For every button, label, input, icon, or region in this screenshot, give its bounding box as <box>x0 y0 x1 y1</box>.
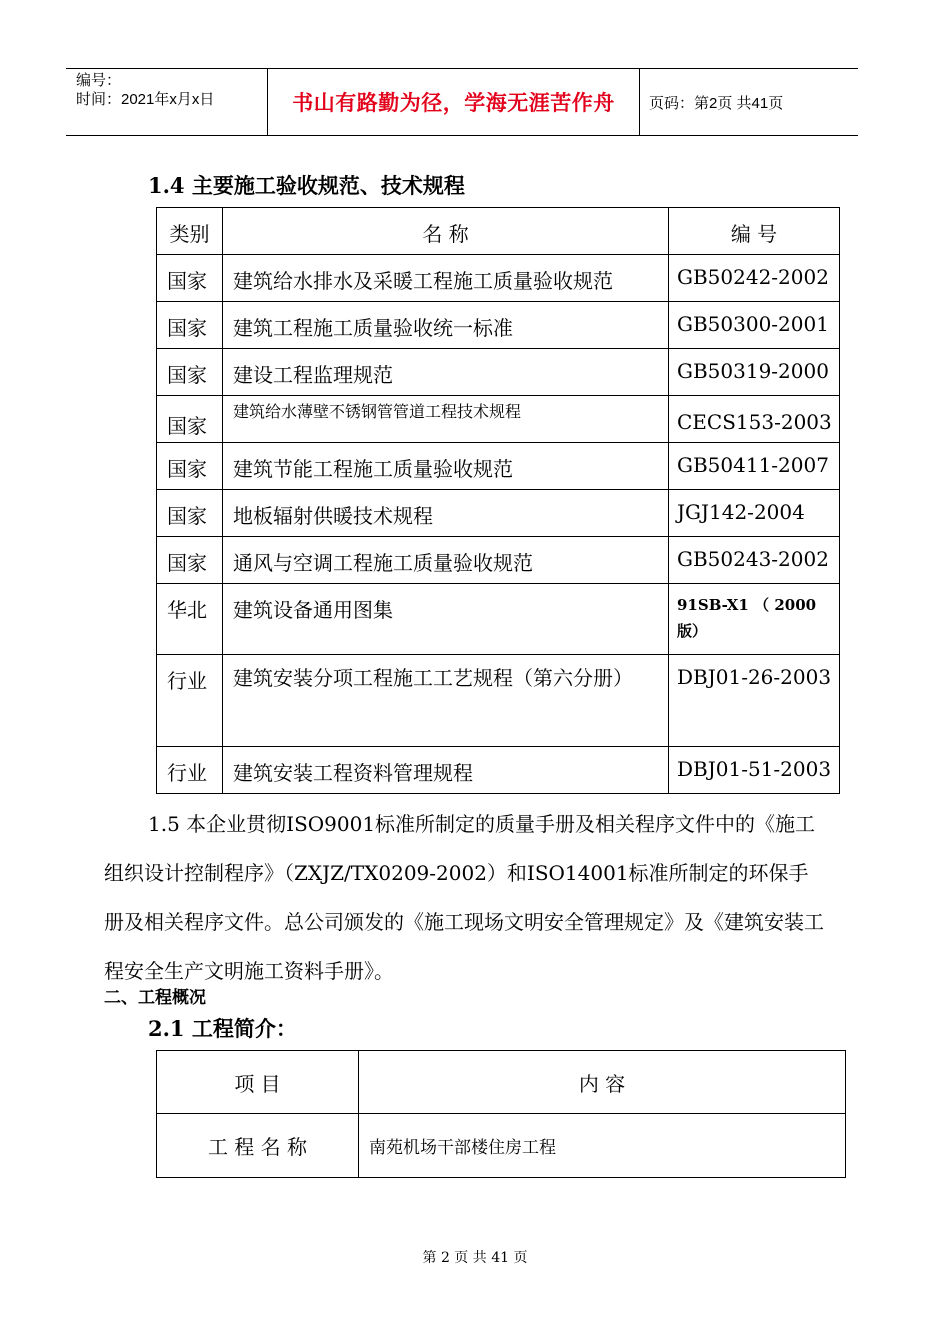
section-1-4-title: 1.4 主要施工验收规范、技术规程 <box>148 173 465 198</box>
row-category: 国家 <box>157 443 223 490</box>
table-header-row <box>157 1051 846 1114</box>
row-code: GB50300-2001 <box>669 302 840 349</box>
table-row <box>157 537 840 584</box>
header-meta <box>66 69 268 135</box>
row-name: 建筑安装工程资料管理规程 <box>223 747 669 794</box>
table-header-row <box>157 208 840 255</box>
header-name: 名 称 <box>223 208 669 255</box>
project-name-label: 工 程 名 称 <box>157 1114 359 1178</box>
row-name: 建设工程监理规范 <box>223 349 669 396</box>
row-category: 国家 <box>157 396 223 443</box>
header-category: 类别 <box>157 208 223 255</box>
project-name-value: 南苑机场干部楼住房工程 <box>359 1114 846 1178</box>
row-code: GB50243-2002 <box>669 537 840 584</box>
row-category: 国家 <box>157 537 223 584</box>
row-category: 国家 <box>157 255 223 302</box>
row-code: DBJ01-26-2003 <box>669 655 840 747</box>
row-category: 行业 <box>157 747 223 794</box>
row-category: 国家 <box>157 302 223 349</box>
row-category: 国家 <box>157 349 223 396</box>
table-row <box>157 255 840 302</box>
row-code: JGJ142-2004 <box>669 490 840 537</box>
header-number: 编号： <box>76 72 122 89</box>
header-time: 时间：2021年x月x日 <box>76 91 215 108</box>
row-code: 91SB-X1 （ 2000版） <box>669 584 840 655</box>
standards-table <box>156 207 840 794</box>
section-2-1-title: 2.1 工程简介： <box>148 1016 297 1041</box>
row-name: 建筑设备通用图集 <box>223 584 669 655</box>
header-code: 编 号 <box>669 208 840 255</box>
row-name: 建筑工程施工质量验收统一标准 <box>223 302 669 349</box>
row-code: GB50242-2002 <box>669 255 840 302</box>
table-row <box>157 396 840 443</box>
project-table <box>156 1050 846 1178</box>
row-name: 建筑节能工程施工质量验收规范 <box>223 443 669 490</box>
row-code: GB50319-2000 <box>669 349 840 396</box>
page-header <box>66 68 858 136</box>
table-row <box>157 1114 846 1178</box>
row-name: 地板辐射供暖技术规程 <box>223 490 669 537</box>
row-code: DBJ01-51-2003 <box>669 747 840 794</box>
table-row <box>157 349 840 396</box>
table-row <box>157 747 840 794</box>
header-motto: 书山有路勤为径，学海无涯苦作舟 <box>268 69 640 135</box>
row-name: 建筑给水排水及采暖工程施工质量验收规范 <box>223 255 669 302</box>
table-row <box>157 584 840 655</box>
row-name: 通风与空调工程施工质量验收规范 <box>223 537 669 584</box>
header-item: 项 目 <box>157 1051 359 1114</box>
section-2-title: 二、工程概况 <box>104 988 206 1008</box>
row-name: 建筑安装分项工程施工工艺规程（第六分册） <box>223 655 669 747</box>
row-name: 建筑给水薄壁不锈钢管管道工程技术规程 <box>223 396 669 443</box>
table-row <box>157 302 840 349</box>
row-code: GB50411-2007 <box>669 443 840 490</box>
row-code: CECS153-2003 <box>669 396 840 443</box>
table-row <box>157 443 840 490</box>
page-footer: 第 2 页 共 41 页 <box>422 1250 528 1266</box>
row-category: 国家 <box>157 490 223 537</box>
row-category: 华北 <box>157 584 223 655</box>
section-1-5-paragraph: 1.5 本企业贯彻ISO9001标准所制定的质量手册及相关程序文件中的《施工组织设计控制程序》（ZXJZ/TX0209-2002）和ISO14001标准所制定的环保手册及相关程序文件。总公司颁发的《施工现场文明安全管理规定》及《建筑安装工程安全生产文明施工资料手册》。 <box>104 812 824 983</box>
header-page: 页码：第2页 共41页 <box>649 94 784 112</box>
header-content: 内 容 <box>359 1051 846 1114</box>
table-row <box>157 655 840 747</box>
table-row <box>157 490 840 537</box>
row-category: 行业 <box>157 655 223 747</box>
